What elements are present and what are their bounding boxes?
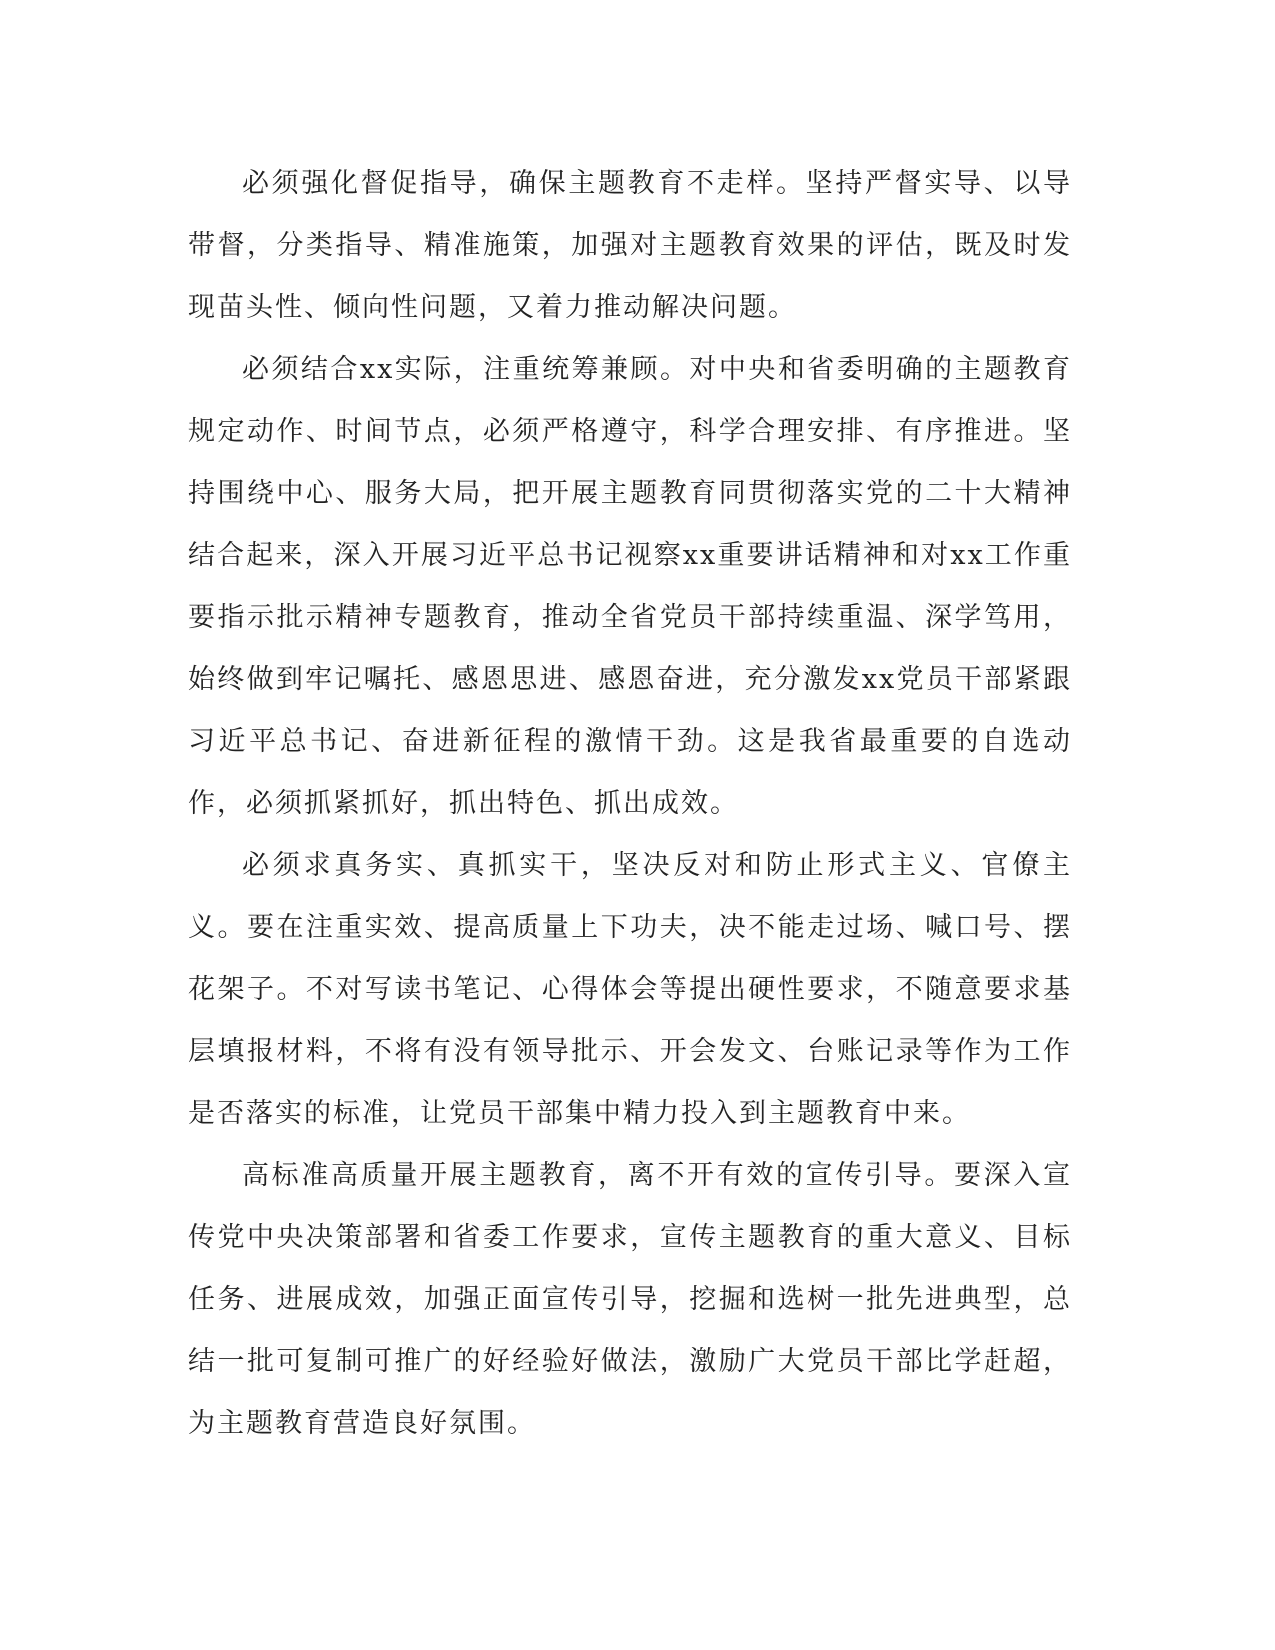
paragraph-local-reality: 必须结合xx实际，注重统筹兼顾。对中央和省委明确的主题教育规定动作、时间节点，必须严格遵守，科学合理安排、有序推进。坚持围绕中心、服务大局，把开展主题教育同贯彻落实党的二十大精神结合起来，深入开展习近平总书记视察xx重要讲话精神和对xx工作重要指示批示精神专题教育，推动全省党员干部持续重温、深学笃用，始终做到牢记嘱托、感恩思进、感恩奋进，充分激发xx党员干部紧跟习近平总书记、奋进新征程的激情干劲。这是我省最重要的自选动作，必须抓紧抓好，抓出特色、抓出成效。 bbox=[188, 354, 1072, 819]
paragraph-practical-work: 必须求真务实、真抓实干，坚决反对和防止形式主义、官僚主义。要在注重实效、提高质量上下功夫，决不能走过场、喊口号、摆花架子。不对写读书笔记、心得体会等提出硬性要求，不随意要求基层填报材料，不将有没有领导批示、开会发文、台账记录等作为工作是否落实的标准，让党员干部集中精力投入到主题教育中来。 bbox=[188, 850, 1072, 1129]
paragraph-supervision: 必须强化督促指导，确保主题教育不走样。坚持严督实导、以导带督，分类指导、精准施策，加强对主题教育效果的评估，既及时发现苗头性、倾向性问题，又着力推动解决问题。 bbox=[188, 168, 1072, 323]
document-body bbox=[188, 153, 1072, 1455]
paragraph-publicity: 高标准高质量开展主题教育，离不开有效的宣传引导。要深入宣传党中央决策部署和省委工作要求，宣传主题教育的重大意义、目标任务、进展成效，加强正面宣传引导，挖掘和选树一批先进典型，总结一批可复制可推广的好经验好做法，激励广大党员干部比学赶超，为主题教育营造良好氛围。 bbox=[188, 1160, 1072, 1439]
